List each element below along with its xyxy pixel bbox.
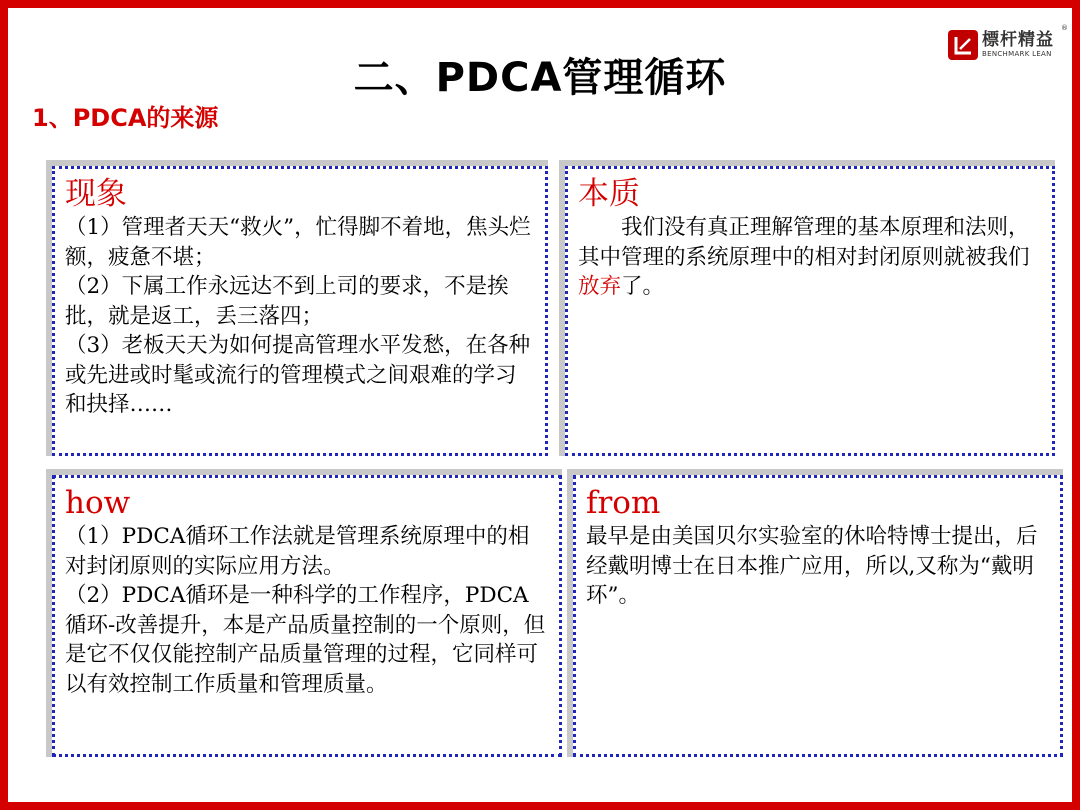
panel-how xyxy=(52,475,562,757)
panel-title-phenomenon: 现象 xyxy=(65,176,127,212)
panel-body-how xyxy=(65,522,549,699)
panel-phenomenon xyxy=(52,166,548,456)
panel-title-how: how xyxy=(65,485,131,521)
logo-english-text: BENCHMARK LEAN xyxy=(982,50,1052,58)
essence-text-end: 了。 xyxy=(621,274,665,299)
panel-body-phenomenon xyxy=(65,213,535,420)
phenomenon-item-2: （2）下属工作永远达不到上司的要求，不是挨批，就是返工，丢三落四； xyxy=(65,274,509,329)
phenomenon-item-3: （3）老板天天为如何提高管理水平发愁，在各种或先进或时髦或流行的管理模式之间艰难的学习和抉择…… xyxy=(65,333,531,417)
page-title: 二、PDCA管理循环 xyxy=(353,55,727,101)
panel-title-essence: 本质 xyxy=(578,176,640,212)
panel-from xyxy=(573,475,1063,757)
logo-chinese-text: 標杆精益 xyxy=(982,30,1054,50)
how-item-2: （2）PDCA循环是一种科学的工作程序，PDCA循环-改善提升，本是产品质量控制的一个原则，但是它不仅仅能控制产品质量管理的过程，它同样可以有效控制工作质量和管理质量。 xyxy=(65,583,546,697)
panel-essence xyxy=(565,166,1055,456)
registered-mark: ® xyxy=(1061,24,1068,32)
how-item-1: （1）PDCA循环工作法就是管理系统原理中的相对封闭原则的实际应用方法。 xyxy=(65,524,530,579)
panel-body-essence xyxy=(578,213,1042,302)
panel-title-from: from xyxy=(586,485,661,521)
panel-body-from: 最早是由美国贝尔实验室的休哈特博士提出，后经戴明博士在日本推广应用，所以,又称为“戴明环”。 xyxy=(586,524,1038,608)
essence-highlight: 放弃 xyxy=(578,274,622,299)
phenomenon-item-1: （1）管理者天天“救火”，忙得脚不着地，焦头烂额，疲惫不堪； xyxy=(65,215,531,270)
section-heading: 1、PDCA的来源 xyxy=(32,104,219,132)
essence-text: 我们没有真正理解管理的基本原理和法则，其中管理的系统原理中的相对封闭原则就被我们 xyxy=(578,215,1030,270)
